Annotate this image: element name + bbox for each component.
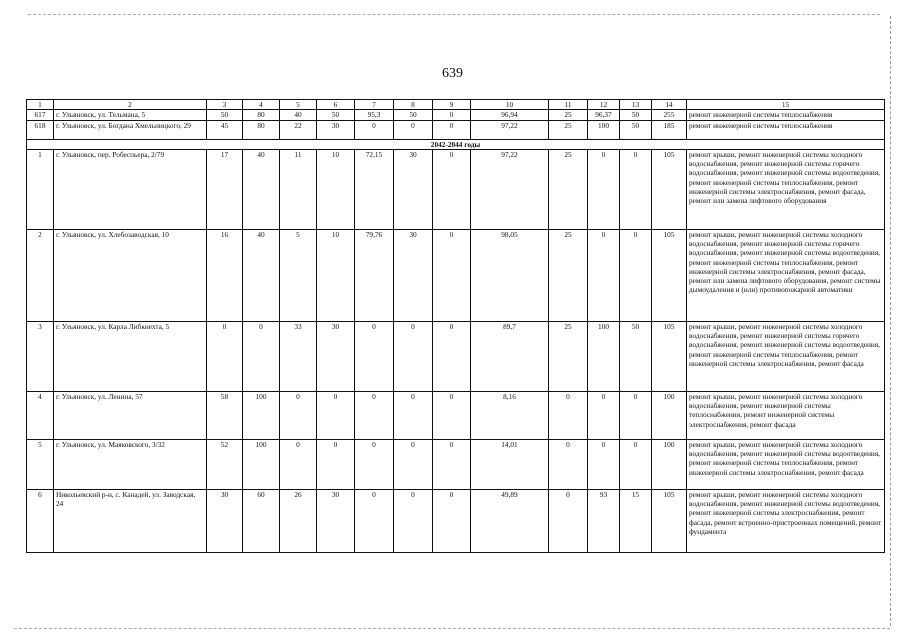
table-cell: 4 (27, 391, 54, 439)
table-cell: ремонт инженерной системы теплоснабжения (687, 120, 885, 139)
table-cell: 0 (355, 321, 394, 391)
table-cell: 0 (207, 321, 243, 391)
table-cell: 0 (620, 229, 652, 321)
table-cell: ремонт крыши, ремонт инженерной системы холодного водоснабжения, ремонт инженерной системы теплоснабжения, ремонт инженерной системы электроснабжения, ремонт фасада (687, 391, 885, 439)
table-cell: 58 (207, 391, 243, 439)
column-number-cell: 1 (27, 100, 54, 110)
table-cell: 0 (588, 229, 620, 321)
table-cell: 2 (27, 229, 54, 321)
table-cell: 25 (549, 110, 588, 120)
table-cell: 45 (207, 120, 243, 139)
table-cell: 50 (620, 321, 652, 391)
section-header-row (27, 139, 885, 149)
table-cell: 0 (317, 391, 355, 439)
column-number-cell: 7 (355, 100, 394, 110)
table-cell: 80 (243, 110, 280, 120)
table-row (27, 439, 885, 489)
table-row (27, 120, 885, 139)
table-cell: 105 (652, 149, 687, 229)
table-cell: 0 (620, 439, 652, 489)
column-number-cell: 14 (652, 100, 687, 110)
table-cell: 25 (549, 321, 588, 391)
table-cell: 0 (588, 439, 620, 489)
table-cell: 105 (652, 321, 687, 391)
table-cell: ремонт крыши, ремонт инженерной системы холодного водоснабжения, ремонт инженерной системы горячего водоснабжения, ремонт инженерной системы водоотведения, ремонт инженерной системы теплоснабжения, ремонт инженерной системы электроснабжения, ремонт фасада (687, 321, 885, 391)
table-cell: 8,16 (471, 391, 549, 439)
table-cell: 14,01 (471, 439, 549, 489)
table-cell: 96,37 (588, 110, 620, 120)
table-cell: 50 (620, 120, 652, 139)
table-cell: 89,7 (471, 321, 549, 391)
table-cell: 93 (588, 489, 620, 552)
column-number-row (27, 100, 885, 110)
table-cell: 0 (433, 149, 471, 229)
scan-edge-right (890, 16, 891, 626)
table-cell: 0 (433, 391, 471, 439)
table-row (27, 489, 885, 552)
table-cell: 100 (652, 439, 687, 489)
table-cell: 0 (394, 391, 433, 439)
column-number-cell: 8 (394, 100, 433, 110)
table-cell: 618 (27, 120, 54, 139)
table-cell: 40 (243, 149, 280, 229)
table-cell: 0 (394, 321, 433, 391)
column-number-cell: 6 (317, 100, 355, 110)
column-number-cell: 4 (243, 100, 280, 110)
table-cell: 0 (394, 489, 433, 552)
table-row (27, 110, 885, 120)
table-cell: 5 (27, 439, 54, 489)
table-cell: Никольевский р-н, с. Канадей, ул. Заводская, 24 (54, 489, 207, 552)
table-cell: 98,05 (471, 229, 549, 321)
scan-edge-bottom (14, 628, 890, 629)
column-number-cell: 9 (433, 100, 471, 110)
table-cell: 0 (355, 489, 394, 552)
table-cell: 30 (394, 229, 433, 321)
table-cell: 25 (549, 120, 588, 139)
table-cell: 100 (243, 439, 280, 489)
table-cell: 100 (652, 391, 687, 439)
column-number-cell: 12 (588, 100, 620, 110)
table-cell: 11 (280, 149, 317, 229)
table-cell: 1 (27, 149, 54, 229)
table-row (27, 321, 885, 391)
table-cell: 0 (394, 120, 433, 139)
table-cell: 617 (27, 110, 54, 120)
table-cell: 25 (549, 149, 588, 229)
table-cell: ремонт крыши, ремонт инженерной системы холодного водоснабжения, ремонт инженерной системы горячего водоснабжения, ремонт инженерной системы водоотведения, ремонт инженерной системы теплоснабжения, ремонт инженерной системы электроснабжения, ремонт фасада, ремонт или замена лифтового оборудования, ремонт системы дымоудаления и (или) противопожарной автоматики (687, 229, 885, 321)
table-row (27, 229, 885, 321)
table-cell: 0 (588, 149, 620, 229)
table-cell: 0 (355, 391, 394, 439)
table-cell: 0 (549, 439, 588, 489)
table-cell: 95,3 (355, 110, 394, 120)
table-cell: 49,89 (471, 489, 549, 552)
table-cell: 30 (207, 489, 243, 552)
column-number-cell: 13 (620, 100, 652, 110)
table-cell: 0 (243, 321, 280, 391)
table-cell: 96,94 (471, 110, 549, 120)
table-cell: г. Ульяновск, ул. Карла Либкнехта, 5 (54, 321, 207, 391)
table-cell: 0 (355, 439, 394, 489)
table-cell: 16 (207, 229, 243, 321)
column-number-cell: 15 (687, 100, 885, 110)
table-cell: 0 (588, 391, 620, 439)
table-cell: 0 (394, 439, 433, 489)
page-number: 639 (442, 66, 463, 81)
table-cell: 0 (433, 439, 471, 489)
table-cell: г. Ульяновск, ул. Ленина, 57 (54, 391, 207, 439)
scan-edge-top (28, 14, 880, 15)
table-cell: 40 (243, 229, 280, 321)
table-cell: 50 (317, 110, 355, 120)
table-row (27, 391, 885, 439)
table-cell: 0 (620, 391, 652, 439)
table-cell: 97,22 (471, 120, 549, 139)
table-cell: г. Ульяновск, пер. Робеспьера, 2/79 (54, 149, 207, 229)
table-cell: ремонт крыши, ремонт инженерной системы холодного водоснабжения, ремонт инженерной системы водоотведения, ремонт инженерной системы электроснабжения, ремонт фасада, ремонт встроенно-пристроенных помещений, ремонт фундамента (687, 489, 885, 552)
table-cell: 0 (317, 439, 355, 489)
table-cell: 79,76 (355, 229, 394, 321)
table-cell: 0 (280, 439, 317, 489)
table-cell: 17 (207, 149, 243, 229)
table-cell: 100 (588, 321, 620, 391)
column-number-cell: 11 (549, 100, 588, 110)
column-number-cell: 5 (280, 100, 317, 110)
table-cell: 255 (652, 110, 687, 120)
table-cell: 50 (207, 110, 243, 120)
table-cell: 30 (317, 321, 355, 391)
table-cell: 100 (243, 391, 280, 439)
table-cell: 25 (549, 229, 588, 321)
table-cell: 0 (433, 321, 471, 391)
column-number-cell: 10 (471, 100, 549, 110)
table-cell: 0 (355, 120, 394, 139)
capital-repair-table (26, 99, 885, 553)
table-cell: 15 (620, 489, 652, 552)
table-cell: 26 (280, 489, 317, 552)
table-cell: 6 (27, 489, 54, 552)
table-cell: г. Ульяновск, ул. Маяковского, 3/32 (54, 439, 207, 489)
table-cell: 30 (317, 489, 355, 552)
table-cell: 105 (652, 229, 687, 321)
table-cell: 72,15 (355, 149, 394, 229)
table-cell: 30 (317, 120, 355, 139)
table-cell: 0 (549, 391, 588, 439)
table-cell: г. Ульяновск, ул. Хлебозаводская, 10 (54, 229, 207, 321)
table-cell: ремонт крыши, ремонт инженерной системы холодного водоснабжения, ремонт инженерной системы водоотведения, ремонт инженерной системы теплоснабжения, ремонт инженерной системы электроснабжения, ремонт фасада (687, 439, 885, 489)
table-cell: 0 (433, 110, 471, 120)
table-cell: 185 (652, 120, 687, 139)
table-cell: 30 (394, 149, 433, 229)
table-cell: 80 (243, 120, 280, 139)
table-cell: 3 (27, 321, 54, 391)
table-cell: 100 (588, 120, 620, 139)
table-cell: 10 (317, 229, 355, 321)
table-cell: 5 (280, 229, 317, 321)
table-cell: 0 (433, 229, 471, 321)
table-cell: 50 (394, 110, 433, 120)
table-cell: 0 (433, 120, 471, 139)
table-cell: г. Ульяновск, ул. Богдана Хмельницкого, 29 (54, 120, 207, 139)
table-cell: 105 (652, 489, 687, 552)
column-number-cell: 3 (207, 100, 243, 110)
table-cell: 0 (620, 149, 652, 229)
table-cell: 52 (207, 439, 243, 489)
column-number-cell: 2 (54, 100, 207, 110)
table-cell: 0 (433, 489, 471, 552)
table-cell: г. Ульяновск, ул. Тельмана, 5 (54, 110, 207, 120)
table-cell: ремонт инженерной системы теплоснабжения (687, 110, 885, 120)
section-title: 2042-2044 годы (27, 139, 885, 149)
table-cell: 0 (280, 391, 317, 439)
table-cell: 50 (620, 110, 652, 120)
table-cell: 33 (280, 321, 317, 391)
table-cell: 97,22 (471, 149, 549, 229)
table-row (27, 149, 885, 229)
table-cell: 22 (280, 120, 317, 139)
table-cell: 0 (549, 489, 588, 552)
table-cell: 10 (317, 149, 355, 229)
table-cell: 40 (280, 110, 317, 120)
table-cell: 60 (243, 489, 280, 552)
table-cell: ремонт крыши, ремонт инженерной системы холодного водоснабжения, ремонт инженерной системы горячего водоснабжения, ремонт инженерной системы водоотведения, ремонт инженерной системы теплоснабжения, ремонт инженерной системы электроснабжения, ремонт фасада, ремонт или замена лифтового оборудования (687, 149, 885, 229)
